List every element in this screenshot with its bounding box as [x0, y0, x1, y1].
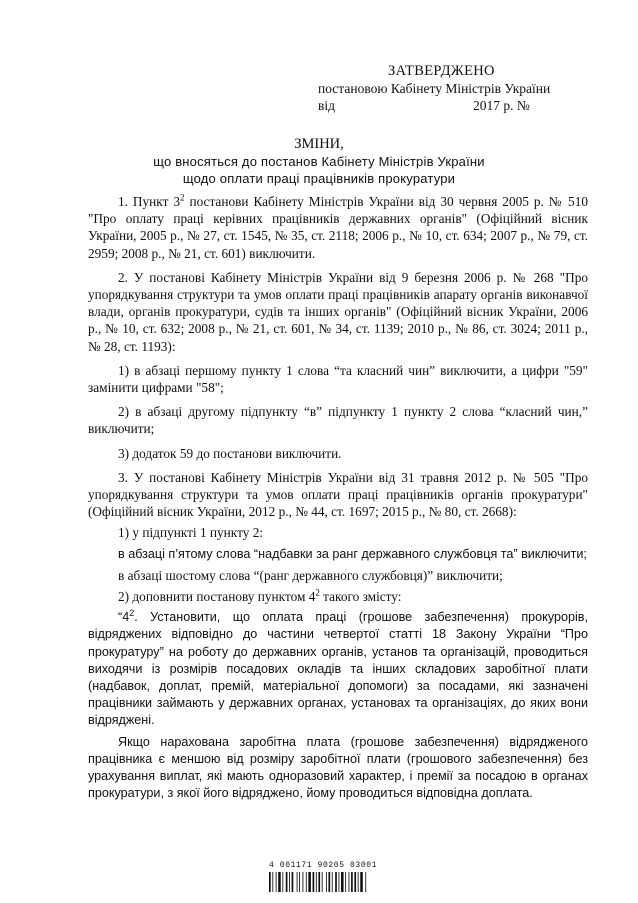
paragraph-1-superscript: 2 — [180, 192, 185, 203]
paragraph-1-text-a: 1. Пункт 3 — [118, 194, 180, 209]
paragraph-7: 1) у підпункті 1 пункту 2: — [118, 525, 264, 541]
paragraph-1 — [88, 193, 588, 262]
paragraph-10 — [88, 588, 588, 605]
paragraph-4: 2) в абзаці другому підпункту “в” підпункту 1 пункту 2 слова “класний чин,” виключити; — [88, 404, 588, 437]
paragraph-6: 3. У постанові Кабінету Міністрів України від 31 травня 2012 р. № 505 "Про упорядкування структури та умов оплати праці працівників органів прокуратури" (Офіційний вісник України, 2012 р., № 44, ст. 1697; 2015 р., № 80, ст. 2668): — [88, 469, 588, 520]
paragraph-1-text-b: постанови Кабінету Міністрів України від 30 червня 2005 р. № 510 "Про оплату праці керівних працівників державних органів" (Офіційний вісник України, 2005 р., № 27, ст. 1545, № 35, ст. 2118; 2006 р., № 10, ст. 634; 2007 р., № 79, ст. 2959; 2008 р., № 21, ст. 601) виключити. — [88, 194, 588, 261]
paragraph-5: 3) додаток 59 до постанови виключити. — [118, 445, 342, 461]
paragraph-10-text-a: 2) доповнити постанову пунктом 4 — [118, 589, 316, 605]
paragraph-11-superscript: 2 — [129, 608, 135, 619]
barcode-icon — [269, 872, 371, 892]
barcode-number: 4 001171 90205 03001 — [269, 861, 378, 870]
document-subtitle-line2: щодо оплати праці працівників прокуратури — [182, 171, 456, 186]
approval-line-resolution: постановою Кабінету Міністрів України — [318, 81, 551, 96]
paragraph-10-superscript: 2 — [315, 587, 320, 598]
document-title: ЗМІНИ, — [294, 136, 344, 152]
document-body — [88, 193, 588, 810]
paragraph-11-text-a: “4 — [118, 610, 130, 625]
approval-stamp: ЗАТВЕРДЖЕНО — [388, 63, 495, 79]
approval-date-from: від — [318, 98, 335, 113]
paragraph-8: в абзаці п’ятому слова “надбавки за ранг державного службовця та” виключити; — [118, 546, 587, 561]
paragraph-9: в абзаці шостому слова “(ранг державного службовця)” виключити; — [118, 567, 503, 583]
approval-line-date — [318, 97, 568, 114]
paragraph-11-text-b: . Установити, що оплата праці (грошове забезпечення) прокурорів, відряджених відповідно до частини четвертої статті 18 Закону України “Про прокуратуру” на роботу до державних органів, установ та організацій, проводиться виходячи із розмірів посадових окладів та інших складових заробітної плати (надбавок, доплат, премій, матеріальної допомоги) за посадами, які зазначені працівники займають у державних органах, установах та організаціях, до яких вони відряджені. — [88, 610, 588, 728]
paragraph-11 — [88, 609, 588, 729]
paragraph-2: 2. У постанові Кабінету Міністрів України від 9 березня 2006 р. № 268 "Про упорядкування структури та умов оплати праці працівників апарату органів виконавчої влади, органів прокуратури, судів та інших органів" (Офіційний вісник України, 2006 р., № 10, ст. 632; 2008 р., № 21, ст. 601, № 34, ст. 1139; 2010 р., № 86, ст. 3024; 2011 р., № 28, ст. 1193): — [88, 269, 588, 354]
paragraph-3: 1) в абзаці першому пункту 1 слова “та класний чин” виключити, а цифри "59" замінити цифрами "58"; — [88, 362, 588, 396]
approval-date-year: 2017 р. № — [473, 98, 530, 113]
paragraph-10-text-b: такого змісту: — [319, 589, 402, 605]
document-subtitle-line1: що вносяться до постанов Кабінету Міністрів України — [153, 154, 485, 169]
paragraph-12: Якщо нарахована заробітна плата (грошове забезпечення) відрядженого працівника є меншою від розміру заробітної плати (грошового забезпечення) без урахування виплат, які мають одноразовий характер, і премії за посадою в органах прокуратури, з якої його відряджено, йому проводиться відповідна доплата. — [88, 734, 588, 801]
